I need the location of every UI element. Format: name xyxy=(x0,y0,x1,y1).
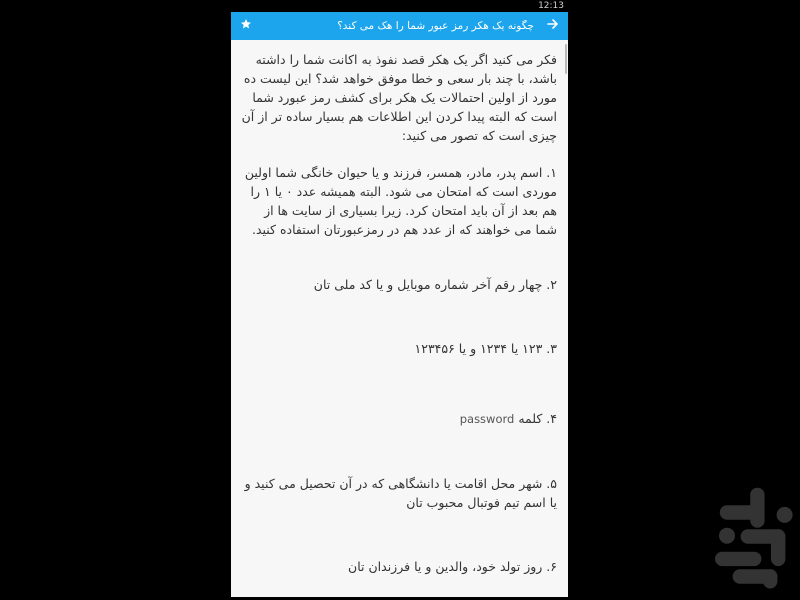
phone-screen xyxy=(231,0,568,600)
page-title: چگونه یک هکر رمز عبور شما را هک می کند؟ xyxy=(337,20,534,32)
back-button[interactable] xyxy=(538,12,568,40)
list-item: ۲. چهار رقم آخر شماره موبایل و یا کد ملی تان xyxy=(313,277,557,292)
article-content[interactable] xyxy=(231,40,568,597)
star-icon xyxy=(240,18,252,34)
list-item: ۱. اسم پدر، مادر، همسر، فرزند و یا حیوان خانگی شما اولین موردی است که امتحان می شود. البته همیشه عدد ۰ یا ۱ را هم بعد از آن باید امتحان کرد. زیرا بسیاری از سایت ها از شما می خواهند که از عدد هم در رمزعبورتان استفاده کنید. xyxy=(244,165,557,237)
arrow-right-icon xyxy=(547,18,559,34)
article-intro: فکر می کنید اگر یک هکر قصد نفوذ به اکانت شما را داشته باشد، با چند بار سعی و خطا موفق خواهد شد؟ این لیست ده مورد از اولین احتمالات یک هکر برای کشف رمز عبورد شما است که البته پیدا کردن این اطلاعات هم بسیار ساده تر از آن چیزی است که تصور می کنید: xyxy=(241,52,557,143)
list-item: ۵. شهر محل اقامت یا دانشگاهی که در آن تحصیل می کنید و یا اسم تیم فوتبال محبوب تان xyxy=(244,476,557,510)
scrollbar[interactable] xyxy=(565,44,567,74)
status-time: 12:13 xyxy=(538,1,564,11)
favorite-button[interactable] xyxy=(231,12,261,40)
app-toolbar xyxy=(231,12,568,40)
list-item: ۶. روز تولد خود، والدین و یا فرزندان تان xyxy=(348,559,557,574)
list-item-text: ۴. کلمه xyxy=(518,411,557,426)
list-item: ۳. ۱۲۳ یا ۱۲۳۴ و یا ۱۲۳۴۵۶ xyxy=(414,341,557,356)
list-item xyxy=(239,409,557,429)
bazaar-logo-icon xyxy=(715,470,795,595)
list-item-latin: password xyxy=(459,412,515,426)
status-bar xyxy=(231,0,568,12)
